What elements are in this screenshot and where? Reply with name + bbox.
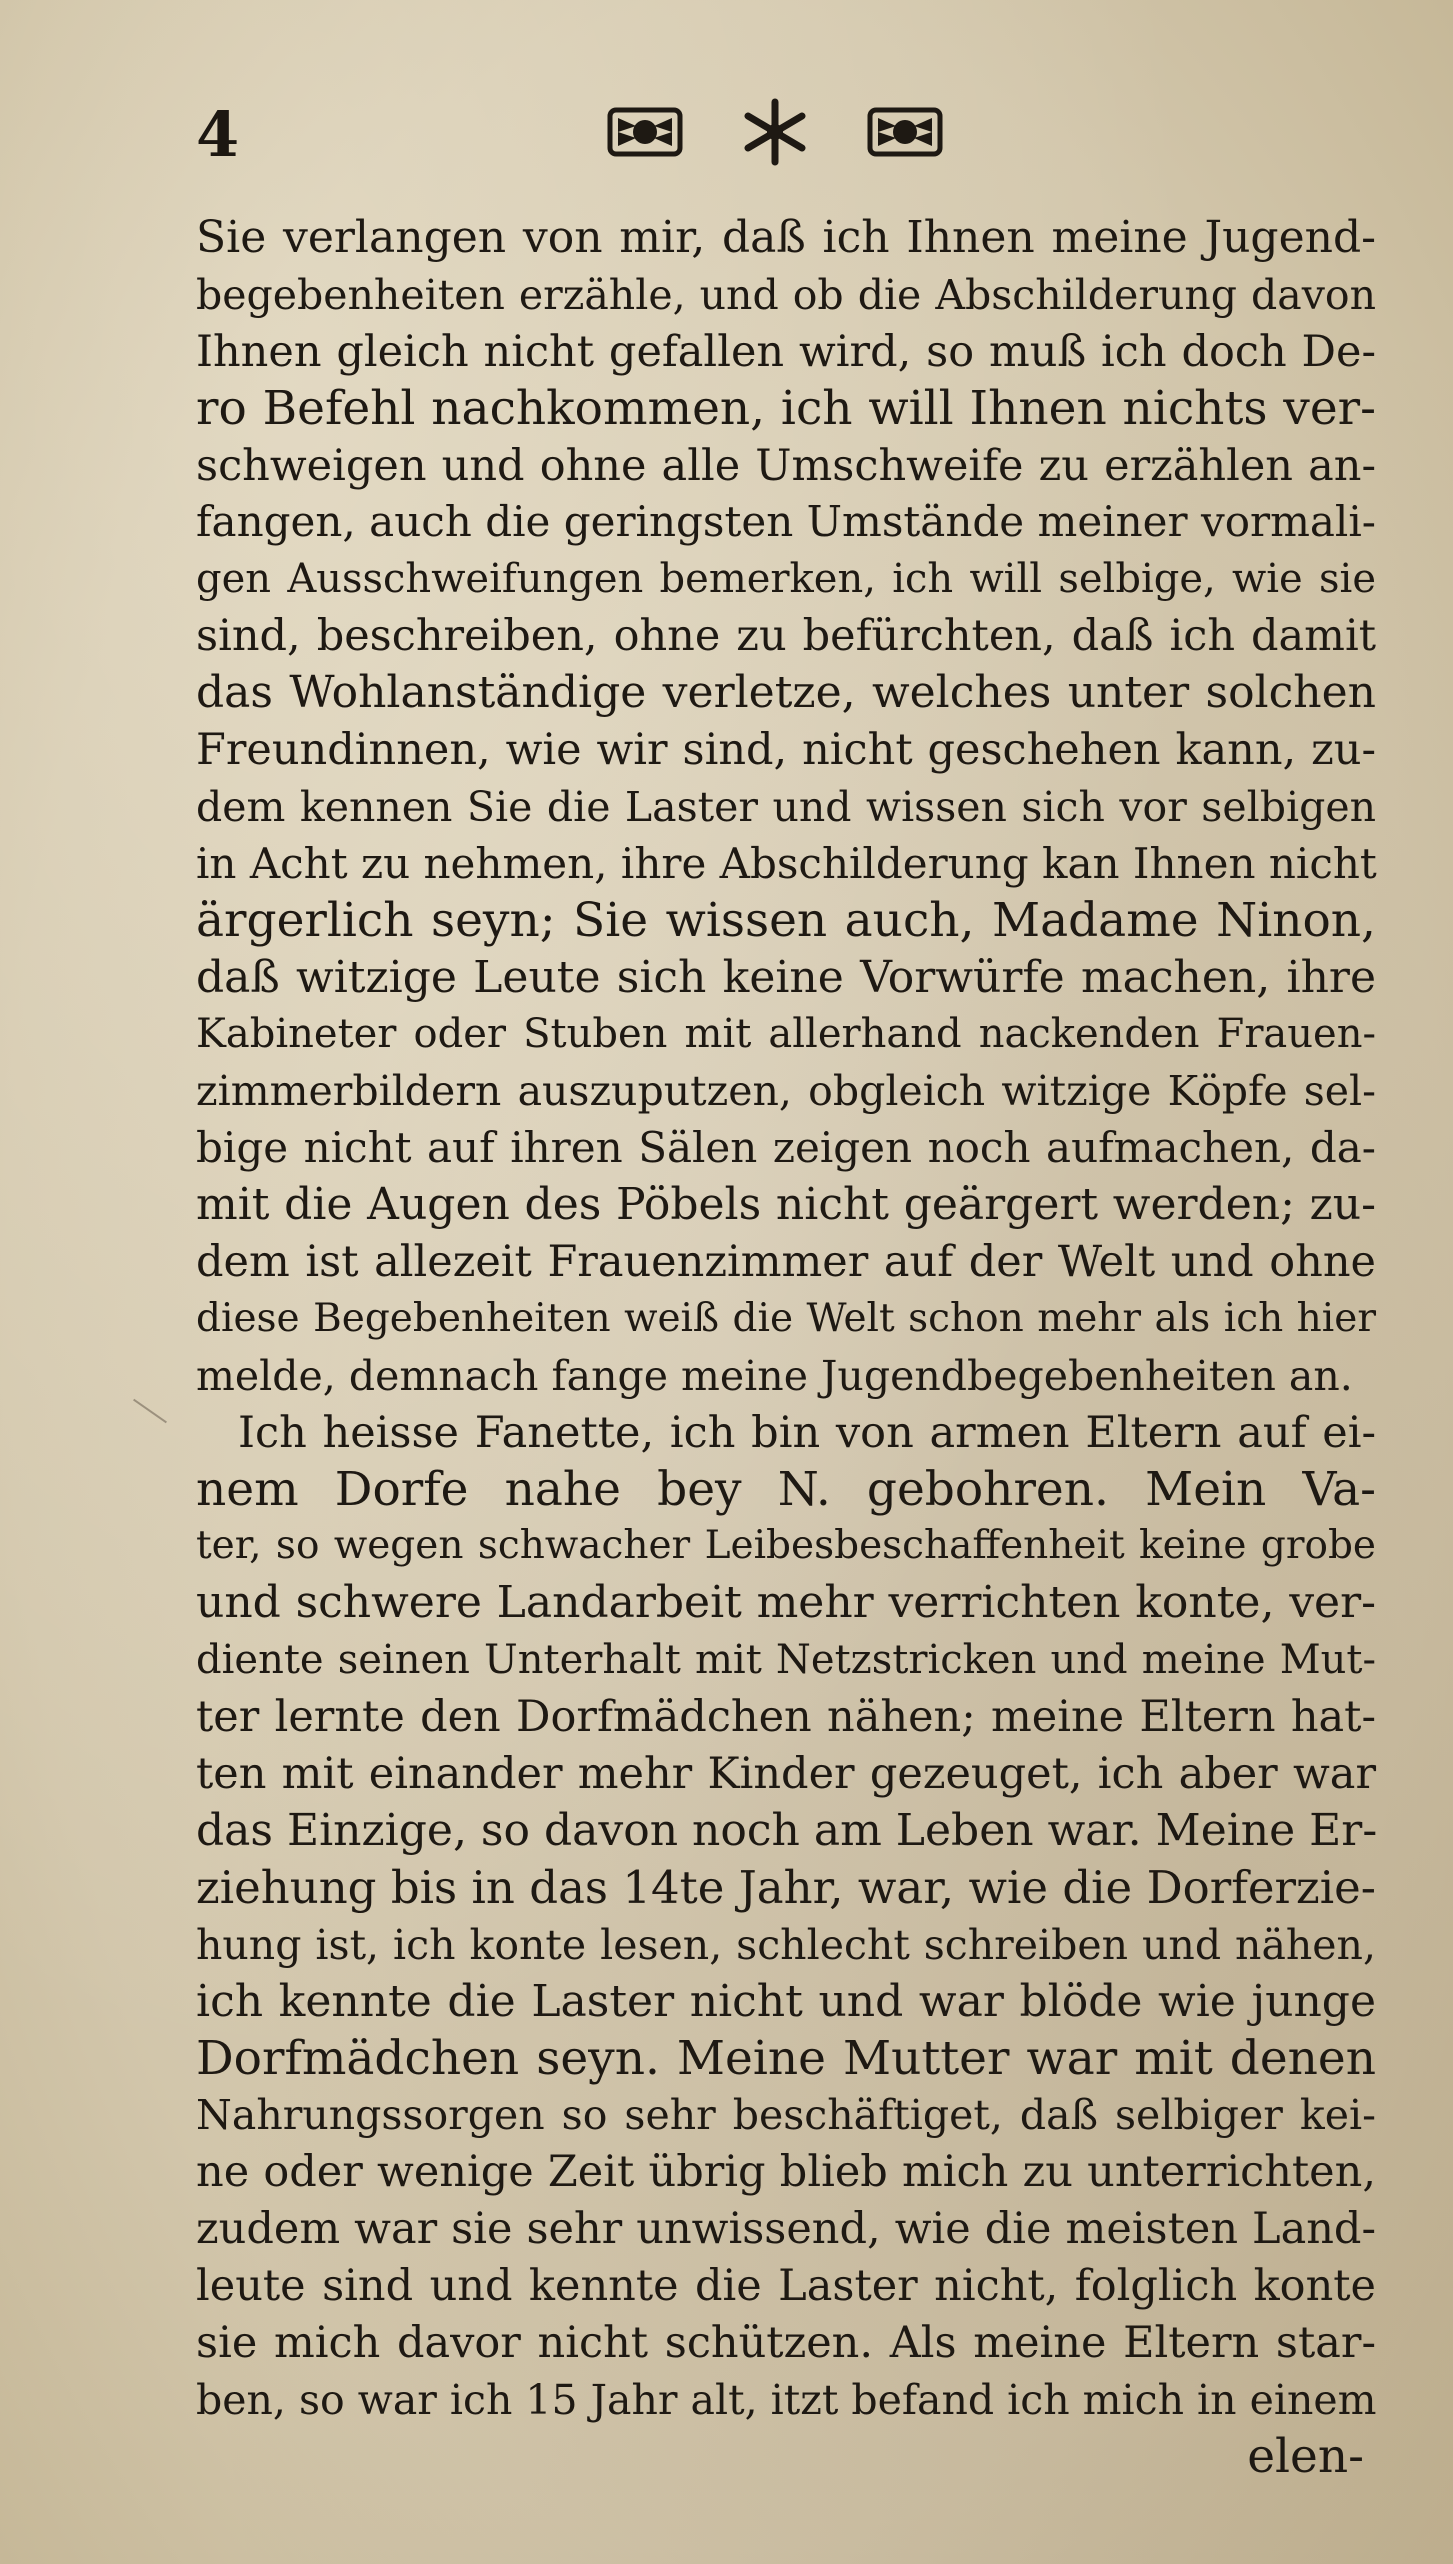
text-line: ter, so wegen schwacher Leibesbeschaffenheit keine grobe [196,1523,1376,1569]
text-line: ne oder wenige Zeit übrig blieb mich zu unterrichten, [196,2147,1376,2198]
text-line: ten mit einander mehr Kinder gezeuget, ich aber war [196,1749,1376,1800]
fleuron-left-icon [610,110,680,154]
text-line: Dorfmädchen seyn. Meine Mutter war mit denen [196,2030,1376,2086]
text-line: leute sind und kennte die Laster nicht, folglich konte [196,2261,1376,2312]
text-line: bige nicht auf ihren Sälen zeigen noch aufmachen, da- [196,1123,1376,1173]
text-line: Ich heisse Fanette, ich bin von armen Eltern auf ei- [238,1407,1376,1458]
text-line: das Einzige, so davon noch am Leben war. Meine Er- [196,1804,1378,1856]
text-line: melde, demnach fange meine Jugendbegebenheiten an. [196,1351,1353,1400]
text-line: ich kennte die Laster nicht und war blöde wie junge [196,1975,1376,2027]
text-line: diese Begebenheiten weiß die Welt schon mehr als ich hier [196,1295,1376,1341]
text-line: begebenheiten erzähle, und ob die Abschilderung davon [196,270,1376,319]
text-line: ter lernte den Dorfmädchen nähen; meine Eltern hat- [196,1692,1376,1743]
text-line: dem kennen Sie die Laster und wissen sich vor selbigen [196,782,1376,831]
text-line: zudem war sie sehr unwissend, wie die meisten Land- [196,2204,1376,2255]
text-line: ro Befehl nachkommen, ich will Ihnen nichts ver- [196,380,1376,436]
text-line: ziehung bis in das 14te Jahr, war, wie die Dorferzie- [196,1860,1376,1914]
text-line: Kabineter oder Stuben mit allerhand nackenden Frauen- [196,1011,1376,1058]
page-number: 4 [196,98,240,171]
text-line: und schwere Landarbeit mehr verrichten konte, ver- [196,1577,1376,1629]
text-line: Nahrungssorgen so sehr beschäftiget, daß selbiger kei- [196,2091,1376,2140]
text-line: dem ist allezeit Frauenzimmer auf der Welt und ohne [196,1237,1376,1288]
catchword: elen- [1247,2428,1364,2484]
text-line: ben, so war ich 15 Jahr alt, itzt befand ich mich in einem [196,2375,1377,2424]
text-line: hung ist, ich konte lesen, schlecht schreiben und nähen, [196,1920,1376,1969]
text-line: das Wohlanständige verletze, welches unter solchen [196,667,1376,719]
text-line: nem Dorfe nahe bey N. gebohren. Mein Va- [196,1461,1376,1517]
text-line: gen Ausschweifungen bemerken, ich will selbige, wie sie [196,556,1376,603]
body-text [196,210,1376,2486]
text-line: schweigen und ohne alle Umschweife zu erzählen an- [196,440,1376,491]
text-line: sie mich davor nicht schützen. Als meine Eltern star- [196,2317,1376,2368]
text-line: Ihnen gleich nicht gefallen wird, so muß ich doch De- [196,326,1376,377]
fleuron-right-icon [870,110,940,154]
text-line: in Acht zu nehmen, ihre Abschilderung kan Ihnen nicht [196,838,1377,888]
text-line: sind, beschreiben, ohne zu befürchten, daß ich damit [196,611,1376,662]
ink-stroke-mark [133,1399,167,1424]
asterisk-ornament-icon [748,102,802,162]
text-line: diente seinen Unterhalt mit Netzstricken und meine Mut- [196,1637,1376,1684]
text-line: fangen, auch die geringsten Umstände meiner vormali- [196,497,1376,547]
text-line: Freundinnen, wie wir sind, nicht geschehen kann, zu- [196,725,1376,776]
text-line: Sie verlangen von mir, daß ich Ihnen meine Jugend- [196,212,1376,263]
text-line: mit die Augen des Pöbels nicht geärgert werden; zu- [196,1179,1376,1231]
text-line: daß witzige Leute sich keine Vorwürfe machen, ihre [196,951,1376,1003]
text-line: zimmerbildern auszuputzen, obgleich witzige Köpfe sel- [196,1067,1376,1116]
text-line: ärgerlich seyn; Sie wissen auch, Madame Ninon, [196,892,1376,948]
decorative-header-ornament [600,92,950,172]
